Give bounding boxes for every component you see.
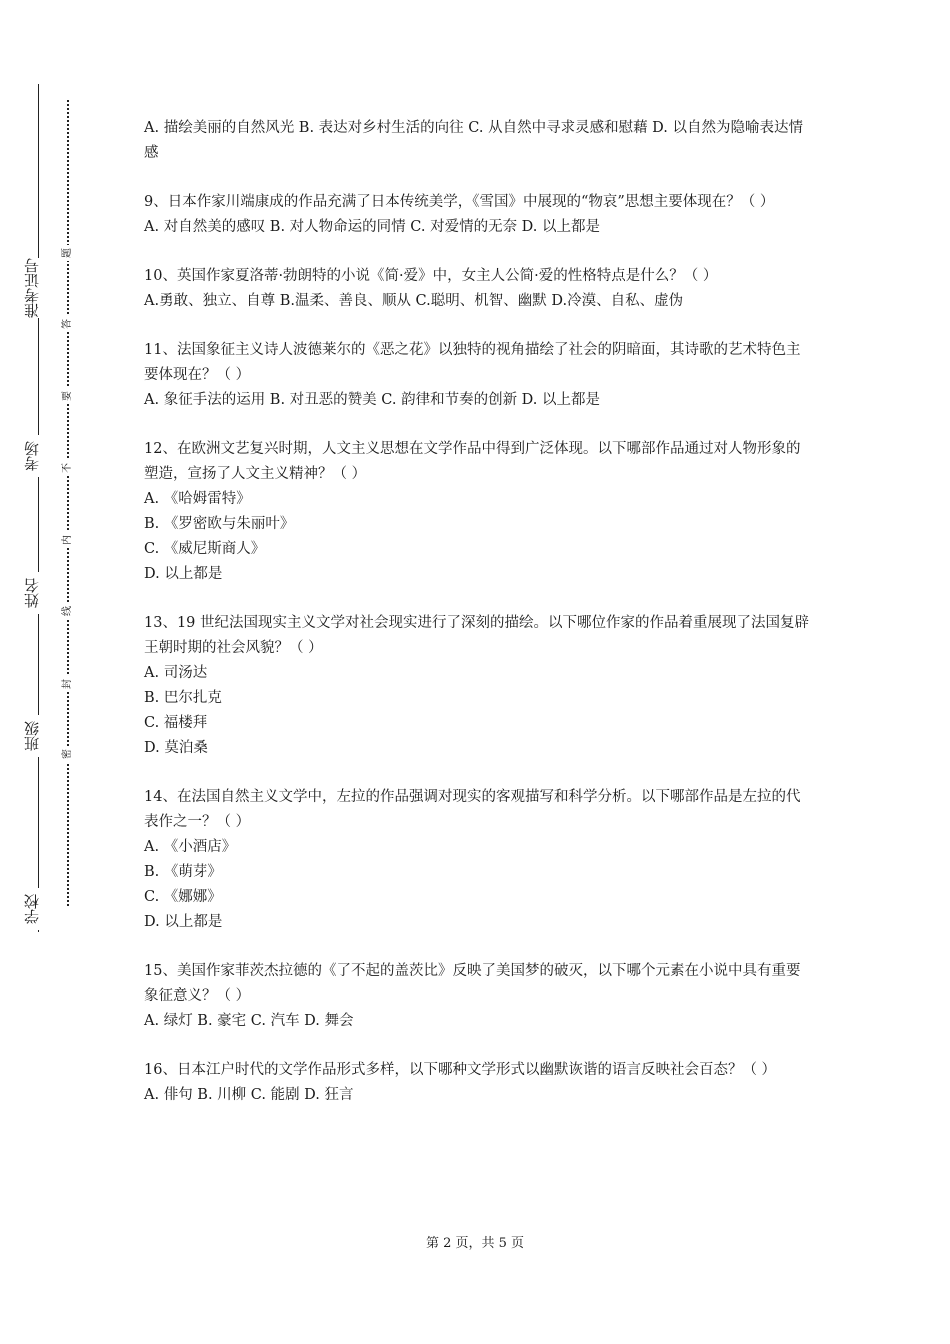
question-stem: 15、美国作家菲茨杰拉德的《了不起的盖茨比》反映了美国梦的破灭，以下哪个元素在小说中具有重要象征意义？（ ） [144, 963, 801, 1004]
question-stem: 12、在欧洲文艺复兴时期，人文主义思想在文学作品中得到广泛体现。以下哪部作品通过对人物形象的塑造，宣扬了人文主义精神？（ ） [144, 441, 801, 482]
binding-labels [20, 0, 44, 1344]
option: D. 以上都是 [144, 566, 223, 582]
option: A. 《哈姆雷特》 [144, 491, 251, 507]
label-name: 姓名 [20, 572, 44, 614]
option: C. 福楼拜 [144, 715, 208, 731]
question-12 [144, 437, 812, 587]
question-stem: 9、日本作家川端康成的作品充满了日本传统美学，《雪国》中展现的“物哀”思想主要体现在？（ ） [144, 194, 775, 210]
seal-char: 线 [60, 603, 76, 619]
seal-char: 封 [60, 676, 76, 692]
option: B. 《萌芽》 [144, 864, 222, 880]
question-stem: 14、在法国自然主义文学中，左拉的作品强调对现实的客观描写和科学分析。以下哪部作品是左拉的代表作之一？（ ） [144, 789, 801, 830]
option: D. 以上都是 [144, 914, 223, 930]
label-school: 学校 [20, 888, 44, 930]
option: D. 莫泊桑 [144, 740, 208, 756]
seal-char: 密 [60, 746, 76, 762]
question-13 [144, 611, 812, 761]
question-9 [144, 190, 812, 240]
option: C. 《威尼斯商人》 [144, 541, 266, 557]
question-8-continued [144, 116, 812, 166]
question-list [144, 116, 812, 1132]
seal-char: 要 [60, 388, 76, 404]
question-16 [144, 1058, 812, 1108]
question-options: A. 对自然美的感叹 B. 对人物命运的同情 C. 对爱情的无奈 D. 以上都是 [144, 219, 601, 235]
question-options: A. 象征手法的运用 B. 对丑恶的赞美 C. 韵律和节奏的创新 D. 以上都是 [144, 392, 601, 408]
question-options: A. 绿灯 B. 豪宅 C. 汽车 D. 舞会 [144, 1013, 354, 1029]
option: A. 《小酒店》 [144, 839, 237, 855]
page-number: 第 2 页，共 5 页 [425, 1236, 525, 1251]
seal-char: 内 [60, 532, 76, 548]
question-15 [144, 959, 812, 1034]
seal-char: 答 [60, 316, 76, 332]
question-14 [144, 785, 812, 935]
question-11 [144, 338, 812, 413]
option: B. 巴尔扎克 [144, 690, 222, 706]
question-stem: 11、法国象征主义诗人波德莱尔的《恶之花》以独特的视角描绘了社会的阴暗面，其诗歌的艺术特色主要体现在？（ ） [144, 342, 801, 383]
seal-char: 题 [60, 245, 76, 261]
question-options: A. 俳句 B. 川柳 C. 能剧 D. 狂言 [144, 1087, 354, 1103]
question-stem: 13、19 世纪法国现实主义文学对社会现实进行了深刻的描绘。以下哪位作家的作品着重展现了法国复辟王朝时期的社会风貌？（ ） [144, 615, 810, 656]
question-stem: 16、日本江户时代的文学作品形式多样，以下哪种文学形式以幽默诙谐的语言反映社会百态？（ ） [144, 1062, 777, 1078]
seal-char: 不 [60, 460, 76, 476]
seal-characters [60, 0, 76, 1344]
label-exam-room: 考场 [20, 435, 44, 477]
question-options: A. 描绘美丽的自然风光 B. 表达对乡村生活的向往 C. 从自然中寻求灵感和慰藉 D. 以自然为隐喻表达情感 [144, 120, 804, 161]
question-options: A.勇敢、独立、自尊 B.温柔、善良、顺从 C.聪明、机智、幽默 D.冷漠、自私、虚伪 [144, 293, 684, 309]
question-10 [144, 264, 812, 314]
option: C. 《娜娜》 [144, 889, 222, 905]
question-stem: 10、英国作家夏洛蒂·勃朗特的小说《简·爱》中，女主人公简·爱的性格特点是什么？（ ） [144, 268, 718, 284]
option: B. 《罗密欧与朱丽叶》 [144, 516, 295, 532]
label-class: 班级 [20, 715, 44, 757]
label-exam-id: 准考证号 [20, 258, 44, 318]
option: A. 司汤达 [144, 665, 208, 681]
